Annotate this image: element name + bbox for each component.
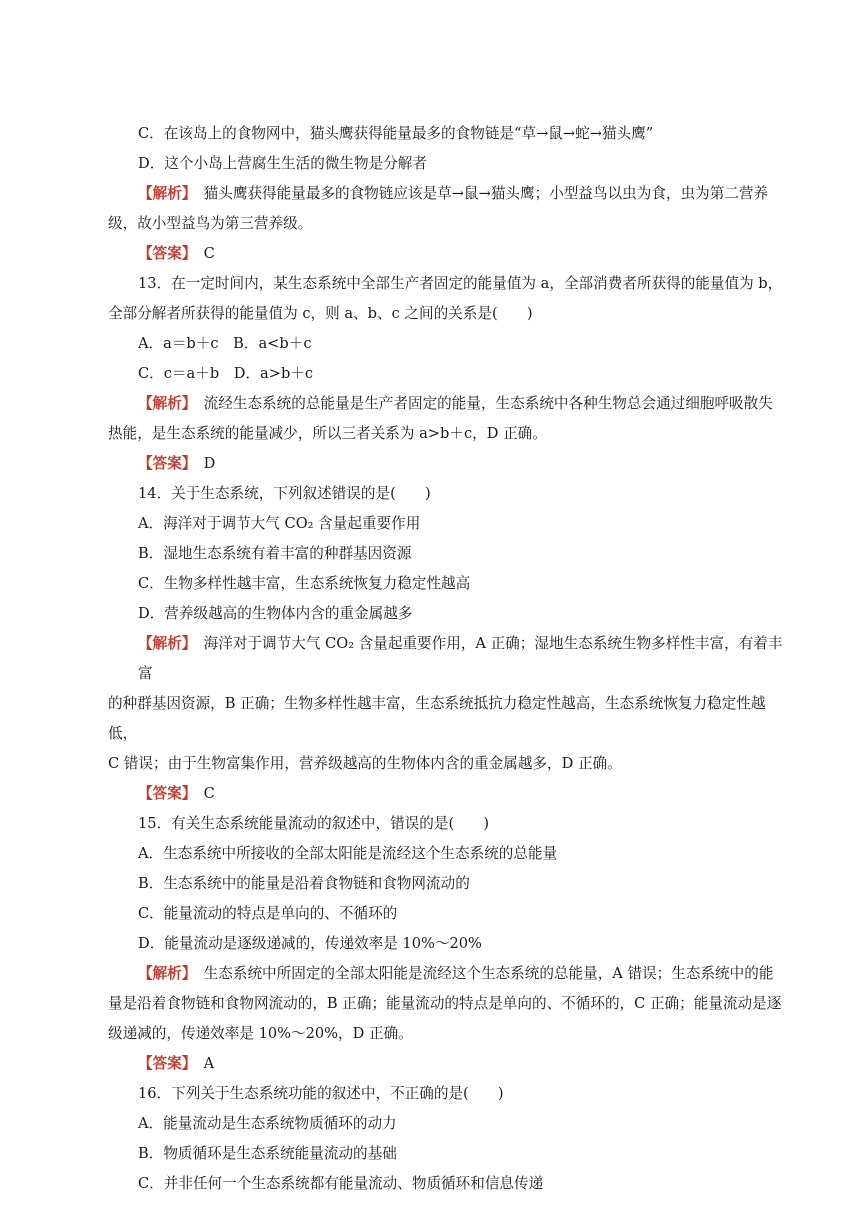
- analysis-text: 流经生态系统的总能量是生产者固定的能量，生态系统中各种生物总会通过细胞呼吸散失: [189, 395, 773, 412]
- answer-q12: [108, 239, 792, 269]
- option-c-q12: C．在该岛上的食物网中，猫头鹰获得能量最多的食物链是“草→鼠→蛇→猫头鹰”: [138, 125, 654, 142]
- analysis-text: 量是沿着食物链和食物网流动的，B 正确；能量流动的特点是单向的、不循环的，C 正确；能量流动是逐: [108, 995, 782, 1012]
- answer-value: C: [189, 245, 215, 262]
- option-b-q16: B．物质循环是生态系统能量流动的基础: [138, 1145, 397, 1162]
- option-c-q16: C．并非任何一个生态系统都有能量流动、物质循环和信息传递: [138, 1175, 544, 1192]
- answer-label: 【答案】: [138, 785, 190, 802]
- analysis-label: 【解析】: [138, 965, 190, 982]
- option-d-q12: D．这个小岛上营腐生生活的微生物是分解者: [138, 155, 427, 172]
- analysis-text: 级递减的，传递效率是 10%～20%，D 正确。: [108, 1025, 413, 1042]
- answer-value: C: [189, 785, 215, 802]
- analysis-q14: [108, 629, 792, 779]
- question-13: [108, 269, 792, 329]
- answer-label: 【答案】: [138, 1055, 190, 1072]
- analysis-text: 生态系统中所固定的全部太阳能是流经这个生态系统的总能量，A 错误；生态系统中的能: [189, 965, 774, 982]
- option-c-q14: C．生物多样性越丰富，生态系统恢复力稳定性越高: [138, 575, 471, 592]
- analysis-label: 【解析】: [138, 635, 190, 652]
- analysis-label: 【解析】: [138, 395, 190, 412]
- analysis-text: C 错误；由于生物富集作用，营养级越高的生物体内含的重金属越多，D 正确。: [108, 755, 622, 772]
- option-c-q15: C．能量流动的特点是单向的、不循环的: [138, 905, 398, 922]
- option-a-q16: A．能量流动是生态系统物质循环的动力: [138, 1115, 397, 1132]
- analysis-q15: [108, 959, 792, 1049]
- answer-q13: [108, 449, 792, 479]
- options-ab-q13: A．a＝b＋c B．a<b＋c: [138, 335, 312, 352]
- option-a-q14: A．海洋对于调节大气 CO₂ 含量起重要作用: [138, 515, 421, 532]
- answer-q15: [108, 1049, 792, 1079]
- question-text: 13．在一定时间内，某生态系统中全部生产者固定的能量值为 a，全部消费者所获得的能量值为 b，: [138, 275, 783, 292]
- option-b-q15: B．生态系统中的能量是沿着食物链和食物网流动的: [138, 875, 470, 892]
- question-15: 15．有关生态系统能量流动的叙述中，错误的是( ): [138, 815, 490, 832]
- analysis-text: 热能，是生态系统的能量减少，所以三者关系为 a>b＋c，D 正确。: [108, 425, 547, 442]
- answer-value: D: [189, 455, 216, 472]
- analysis-q13: [108, 389, 792, 449]
- option-d-q15: D．能量流动是逐级递减的，传递效率是 10%～20%: [138, 935, 482, 952]
- question-16: 16．下列关于生态系统功能的叙述中，不正确的是( ): [138, 1085, 504, 1102]
- answer-q14: [108, 779, 792, 809]
- answer-value: A: [189, 1055, 215, 1072]
- analysis-label: 【解析】: [138, 185, 190, 202]
- option-b-q14: B．湿地生态系统有着丰富的种群基因资源: [138, 545, 412, 562]
- question-content: [108, 119, 792, 1199]
- analysis-text: 级，故小型益鸟为第三营养级。: [108, 215, 313, 232]
- analysis-text: 的种群基因资源，B 正确；生物多样性越丰富，生态系统抵抗力稳定性越高，生态系统恢复力稳定性越低，: [108, 695, 766, 742]
- question-14: 14．关于生态系统，下列叙述错误的是( ): [138, 485, 431, 502]
- option-d-q14: D．营养级越高的生物体内含的重金属越多: [138, 605, 413, 622]
- analysis-text: 海洋对于调节大气 CO₂ 含量起重要作用，A 正确；湿地生态系统生物多样性丰富，有着丰富: [138, 635, 783, 682]
- option-a-q15: A．生态系统中所接收的全部太阳能是流经这个生态系统的总能量: [138, 845, 558, 862]
- analysis-text: 猫头鹰获得能量最多的食物链应该是草→鼠→猫头鹰；小型益鸟以虫为食，虫为第二营养: [189, 185, 769, 202]
- options-cd-q13: C．c＝a＋b D．a>b＋c: [138, 365, 314, 382]
- answer-label: 【答案】: [138, 455, 190, 472]
- question-text: 全部分解者所获得的能量值为 c，则 a、b、c 之间的关系是( ): [108, 305, 533, 322]
- analysis-q12: [108, 179, 792, 239]
- answer-label: 【答案】: [138, 245, 190, 262]
